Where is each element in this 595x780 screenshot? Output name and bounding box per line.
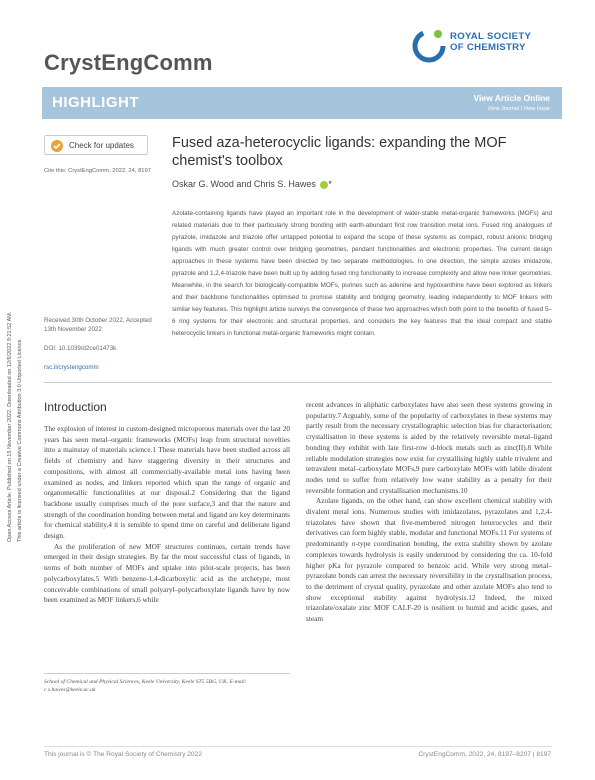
journal-name: CrystEngComm — [44, 50, 213, 75]
citation: Cite this: CrystEngComm, 2022, 24, 8197 — [44, 168, 151, 174]
article-type-label: HIGHLIGHT — [52, 94, 139, 111]
rsc-line-2: OF CHEMISTRY — [450, 42, 526, 53]
introduction-heading: Introduction — [44, 400, 107, 414]
paragraph: recent advances in aliphatic carboxylates have also seen these systems growing in popularity.7 Arguably, some of the popularity of carboxylates in these systems may partly result from the necessary crystallographic selection bias for characterisation; crystallisation in these systems is aided by the relatively reversible metal–ligand bonding they exhibit with late first-row d-block metals such as zinc(II).8 While reliable modulation strategies now exist for crystallising highly stable trivalent and tetravalent metal–carboxylate MOFs,9 pure carboxylate MOFs with labile divalent nodes tend to suffer from relatively low water stability as a penalty for their reversible formation and crystallisation mechanisms.10 — [306, 400, 552, 495]
paragraph: As the proliferation of new MOF structures continues, certain trends have emerged in their design strategies. By far the most successful class of ligands, in terms of both number of MOFs and uptake into pilot-scale projects, has been polycarboxylates.5 With benzene-1,4-dicarboxylic acid as the archetype, most conceivable combinations of small polyaryl–polycarboxylate ligands have by now been examined as MOF linkers,6 while — [44, 541, 290, 605]
open-access-line: Open Access Article. Published on 15 November 2022. Downloaded on 12/6/2022 9:21:52 AM. — [7, 311, 13, 542]
received-dates: Received 30th October 2022, Accepted 13th November 2022 — [44, 317, 152, 333]
section-divider — [44, 382, 552, 383]
license-sidebar — [3, 162, 29, 542]
view-online-link[interactable]: View Article Online — [473, 93, 550, 103]
author-names: Oskar G. Wood and Chris S. Hawes — [172, 179, 316, 189]
crossmark-icon — [50, 139, 64, 153]
footer-copyright: This journal is © The Royal Society of Chemistry 2022 — [44, 751, 202, 758]
article-title: Fused aza-heterocyclic ligands: expanding the MOF chemist's toolbox — [172, 135, 507, 169]
paragraph: The explosion of interest in custom-designed microporous materials over the last 20 years has seen metal–organic frameworks (MOFs) leap from structural novelties into a mainstay of materials science.1 These materials have been studied across all fields of chemistry and have staggering diversity in their structures and compositions, with almost all commercially-available metal ions having been examined as nodes, and linkers reported which span the range of organic and organometallic functionalities at our disposal.2 Considering that the ligand backbone usually comprises much of the pore surface,3 and that the nature and strength of the coordination bonding between metal and ligand are key determinants for chemical stability,4 it is sensible to spend time on careful and deliberate ligand design. — [44, 424, 290, 541]
footer-page-info: CrystEngComm, 2022, 24, 8197–8207 | 8197 — [418, 751, 551, 758]
corresponding-mark: * — [328, 179, 332, 189]
doi[interactable]: DOI: 10.1039/d2ce01473k — [44, 345, 117, 352]
paragraph: Azolate ligands, on the other hand, can show excellent chemical stability with divalent metal ions. Numerous studies with imidazolates, pyrazolates and 1,2,4-triazolates have shown that five-membered nitrogen heterocycles and their derivatives can form highly stable, modular and functional MOFs.11 For systems of predominantly σ-type coordination bonding, the extra stability shown by azolate complexes towards hydrolysis is easily understood by considering the ca. 10-fold higher pKa for pyrazole compared to benzoic acid. While very strong metal–pyrazolate bonds can arrest the necessary reversibility in the crystallisation process, to the detriment of crystal quality, pyrazolate and other azolate MOFs also tend to show exceptional stability against hydrolysis.12 Indeed, the mixed triazolate/oxalate zinc MOF CALF-20 is resilient to humid and acidic gases, and steam — [306, 496, 552, 624]
body-column-1 — [44, 400, 290, 606]
author-list — [172, 179, 332, 189]
rsc-emblem-icon — [412, 26, 446, 66]
journal-website-link[interactable]: rsc.li/crystengcomm — [44, 364, 99, 371]
rsc-wordmark — [450, 31, 531, 53]
view-journal-issue-links[interactable]: View Journal | View Issue — [487, 106, 550, 112]
body-column-2 — [306, 400, 552, 625]
abstract: Azolate-containing ligands have played an important role in the development of water-stable metal-organic frameworks (MOFs) and related materials due to their particularly strong bonding with earth-abundant first row transition metal ions. Fused ring analogues of pyrazole, imidazole and triazole offer untapped potential to expand the scope of these systems as compact, robust anionic bridging ligands with much greater control over bridging geometries, pendant functionalities and electronic properties. The current design approaches in these systems have been directed by two separate methodologies. In one direction, the simple azoles imidazole, pyrazole and 1,2,4-triazole have been built up by adding fused ring functionality to increase complexity and allow new linker geometries. Meanwhile, in the search for biologically-compatible MOFs, purines such as adenine and hypoxanthine have been explored as linkers and their backbone functionalities optimised to promise stability and bridging geometry, leading independently to MOF linkers with similar key features. This highlight article surveys the convergence of these two approaches which both point to the benefits of fused 5–6 ring systems for their electronic and structural properties, and considers the key features that the ideal compact and stable heterocyclic linkers in functional metal-organic frameworks might contain. — [172, 210, 552, 337]
footer-rule — [44, 746, 552, 747]
rsc-logo[interactable] — [412, 22, 562, 70]
article-type-banner — [42, 87, 562, 119]
check-updates-label: Check for updates — [69, 141, 134, 150]
affiliation: School of Chemical and Physical Sciences, Keele University, Keele ST5 5BG, UK. E-mail: c.s.hawes@keele.ac.uk — [44, 673, 290, 694]
license-line: This article is licensed under a Creative Commons Attribution 3.0 Unported Licence. — [17, 338, 23, 542]
rsc-line-1: ROYAL SOCIETY — [450, 31, 532, 42]
check-updates-button[interactable] — [44, 135, 148, 155]
